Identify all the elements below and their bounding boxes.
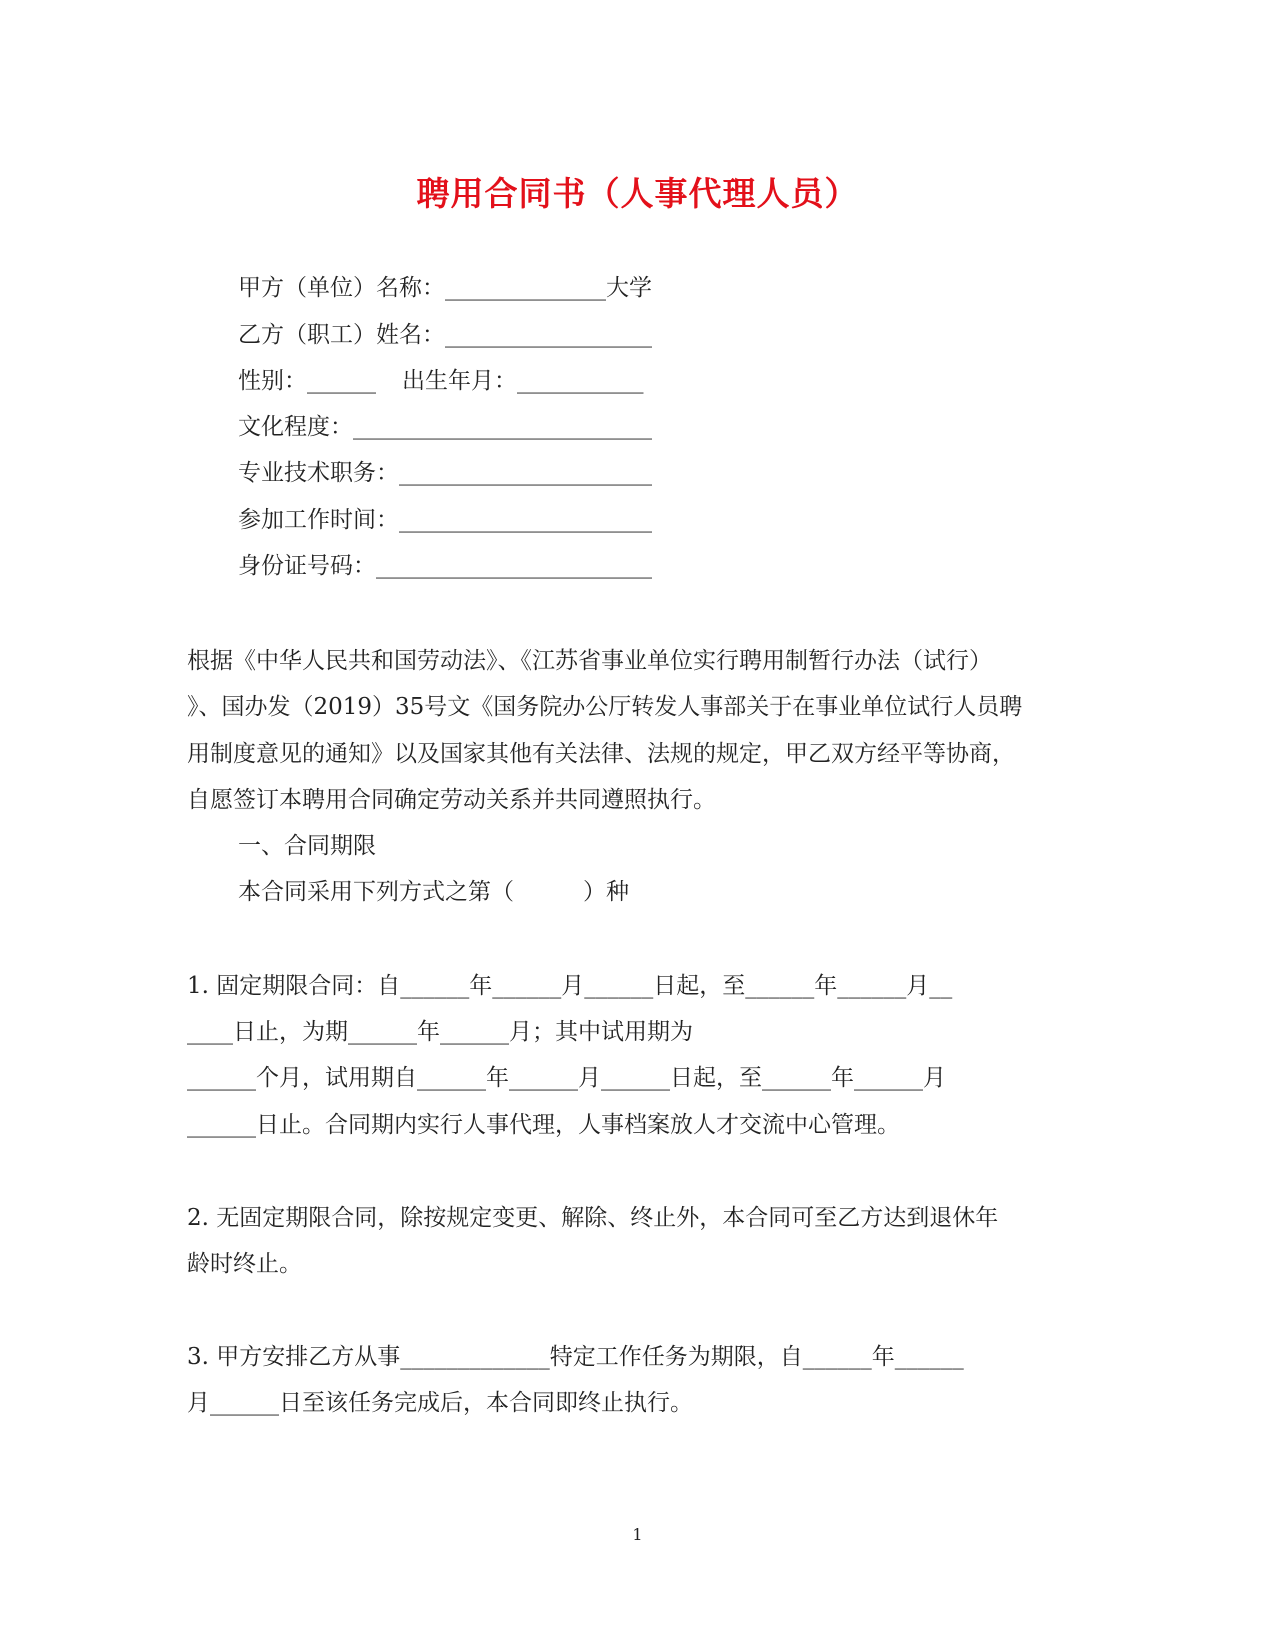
clause-1-line: 1. 固定期限合同：自______年______月______日起，至______年______月__ — [187, 973, 953, 999]
preamble-line: 》、国办发（2019）35号文《国务院办公厅转发人事部关于在事业单位试行人员聘 — [187, 694, 1023, 720]
clause-3-line: 月______日至该任务完成后，本合同即终止执行。 — [187, 1390, 693, 1416]
clause-2-line: 龄时终止。 — [187, 1251, 302, 1277]
clause-1-line: ______个月，试用期自______年______月______日起，至______年______月 — [187, 1065, 946, 1091]
section-intro: 本合同采用下列方式之第（ ）种 — [238, 879, 629, 905]
employer-name-field: 甲方（单位）名称：______________大学 — [238, 275, 652, 301]
gender-birth-row — [238, 366, 644, 396]
birth-date-field: 出生年月：___________ — [402, 368, 644, 394]
clause-1-line: ____日止，为期______年______月；其中试用期为 — [187, 1019, 693, 1045]
work-start-field: 参加工作时间：______________________ — [238, 507, 652, 533]
clause-3-line: 3. 甲方安排乙方从事_____________特定工作任务为期限，自______年______ — [187, 1344, 964, 1370]
preamble-line: 自愿签订本聘用合同确定劳动关系并共同遵照执行。 — [187, 787, 716, 813]
clause-2-line: 2. 无固定期限合同，除按规定变更、解除、终止外，本合同可至乙方达到退休年 — [187, 1205, 999, 1231]
page-number: 1 — [632, 1525, 643, 1544]
preamble-line: 用制度意见的通知》以及国家其他有关法律、法规的规定，甲乙双方经平等协商， — [187, 741, 1015, 767]
id-number-field: 身份证号码：________________________ — [238, 553, 652, 579]
preamble-line: 根据《中华人民共和国劳动法》、《江苏省事业单位实行聘用制暂行办法（试行） — [187, 648, 992, 674]
education-field: 文化程度：__________________________ — [238, 414, 652, 440]
professional-title-field: 专业技术职务：______________________ — [238, 460, 652, 486]
section-heading: 一、合同期限 — [238, 833, 376, 859]
document-title: 聘用合同书（人事代理人员） — [416, 174, 859, 213]
clause-1-line: ______日止。合同期内实行人事代理，人事档案放人才交流中心管理。 — [187, 1112, 900, 1138]
employee-name-field: 乙方（职工）姓名：__________________ — [238, 322, 652, 348]
gender-field: 性别：______ — [238, 368, 376, 394]
